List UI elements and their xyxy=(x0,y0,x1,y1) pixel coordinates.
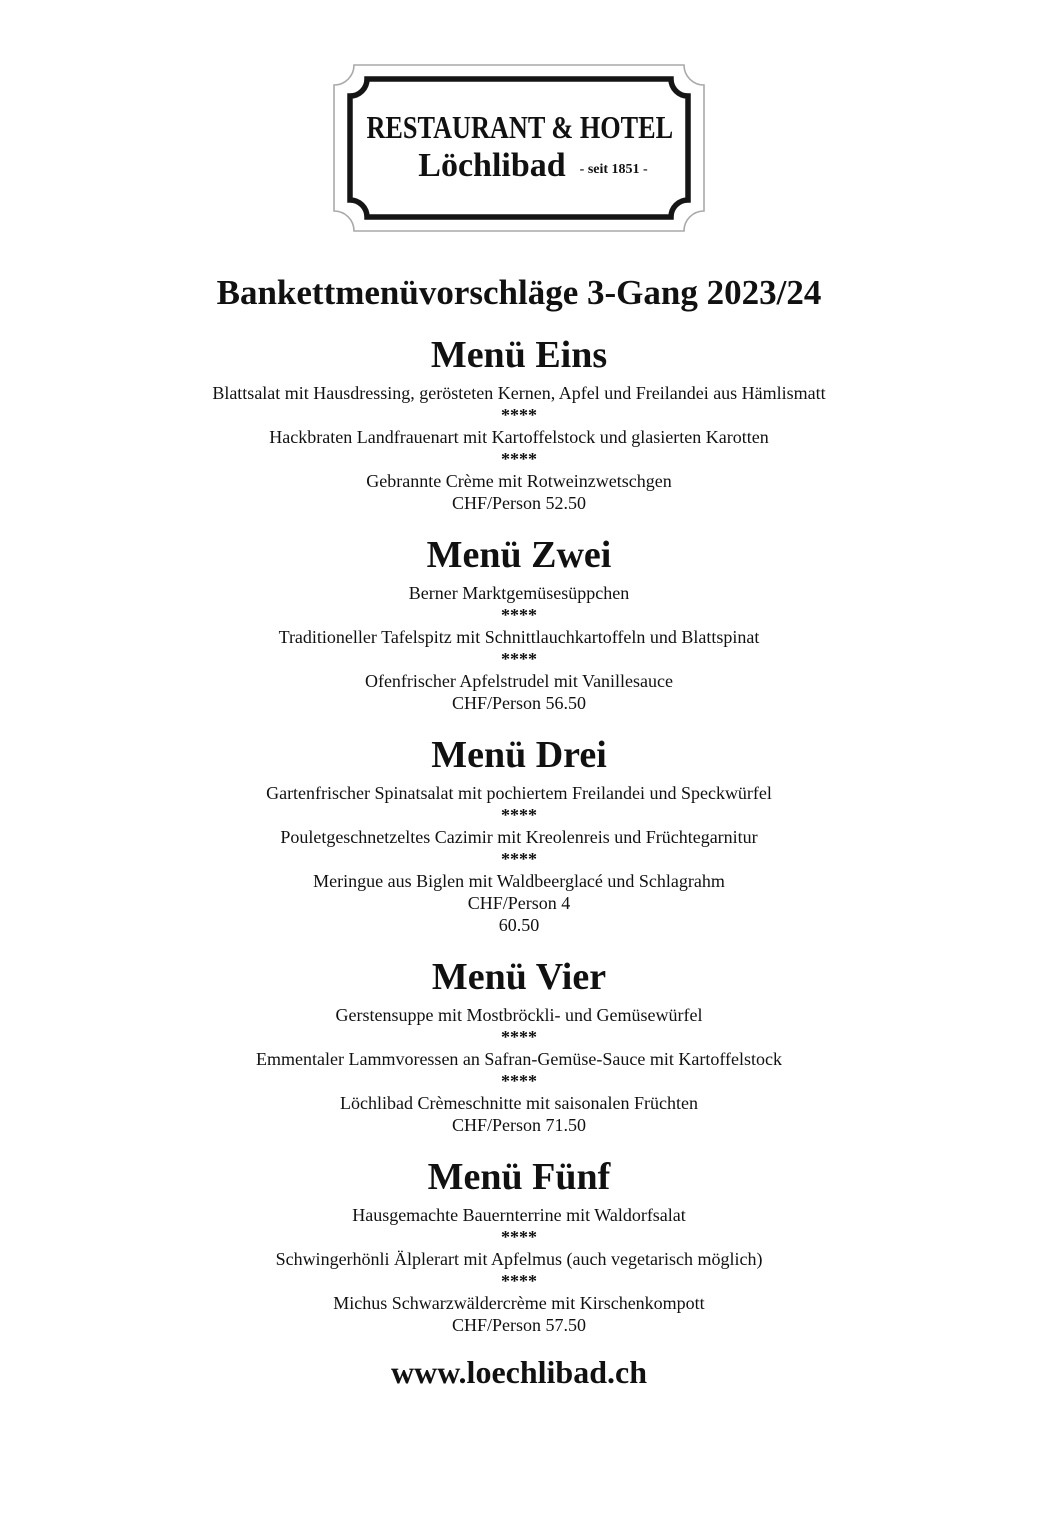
menu-heading: Menü Eins xyxy=(430,334,608,376)
course-separator: **** xyxy=(501,449,537,469)
menu-section-fuenf xyxy=(0,1156,1038,1336)
menu-course: Berner Marktgemüsesüppchen xyxy=(408,583,630,603)
menu-section-vier xyxy=(0,956,1038,1136)
menu-course: Schwingerhönli Älplerart mit Apfelmus (auch vegetarisch möglich) xyxy=(275,1249,763,1269)
price-line: CHF/Person 4 xyxy=(467,893,571,913)
course-separator: **** xyxy=(501,849,537,869)
course-separator: **** xyxy=(501,605,537,625)
menu-section-eins xyxy=(0,334,1038,514)
course-separator: **** xyxy=(501,805,537,825)
logo-name-text: Löchlibad xyxy=(418,147,566,184)
menu-heading: Menü Drei xyxy=(431,734,607,776)
menu-course: Blattsalat mit Hausdressing, gerösteten Kernen, Apfel und Freilandei aus Hämlismatt xyxy=(212,383,826,403)
menu-course: Meringue aus Biglen mit Waldbeerglacé und Schlagrahm xyxy=(313,871,725,891)
logo-name-row xyxy=(347,146,719,186)
course-separator: **** xyxy=(501,1071,537,1091)
banquet-menu-page xyxy=(0,64,1038,1536)
menu-course: Ofenfrischer Apfelstrudel mit Vanillesauce xyxy=(364,671,674,691)
price-line: CHF/Person 71.50 xyxy=(451,1115,586,1135)
course-separator: **** xyxy=(501,1271,537,1291)
menu-section-zwei xyxy=(0,534,1038,714)
price-line: CHF/Person 52.50 xyxy=(451,493,586,513)
course-separator: **** xyxy=(501,1027,537,1047)
course-separator: **** xyxy=(501,405,537,425)
menu-heading: Menü Zwei xyxy=(426,534,612,576)
restaurant-logo xyxy=(333,64,705,232)
menu-course: Pouletgeschnetzeltes Cazimir mit Kreolenreis und Früchtegarnitur xyxy=(280,827,758,847)
course-separator: **** xyxy=(501,649,537,669)
price-line-continued: 60.50 xyxy=(498,915,540,935)
menu-section-drei xyxy=(0,734,1038,936)
menu-heading: Menü Vier xyxy=(431,956,607,998)
menu-course: Michus Schwarzwäldercrème mit Kirschenkompott xyxy=(333,1293,705,1313)
logo-restaurant-hotel-text: RESTAURANT & HOTEL xyxy=(366,109,674,145)
menu-course: Gartenfrischer Spinatsalat mit pochiertem Freilandei und Speckwürfel xyxy=(266,783,772,803)
menu-course: Emmentaler Lammvoressen an Safran-Gemüse-Sauce mit Kartoffelstock xyxy=(256,1049,782,1069)
menu-course: Hackbraten Landfrauenart mit Kartoffelstock und glasierten Karotten xyxy=(269,427,769,447)
page-title: Bankettmenüvorschläge 3-Gang 2023/24 xyxy=(216,273,822,312)
menu-course: Gerstensuppe mit Mostbröckli- und Gemüsewürfel xyxy=(335,1005,703,1025)
logo-since-text: - seit 1851 - xyxy=(579,162,648,177)
menu-heading: Menü Fünf xyxy=(427,1156,611,1198)
menu-course: Hausgemachte Bauernterrine mit Waldorfsalat xyxy=(352,1205,686,1225)
website-url: www.loechlibad.ch xyxy=(390,1354,648,1390)
menu-course: Gebrannte Crème mit Rotweinzwetschgen xyxy=(366,471,672,491)
price-line: CHF/Person 57.50 xyxy=(451,1315,586,1335)
course-separator: **** xyxy=(501,1227,537,1247)
menu-course: Löchlibad Crèmeschnitte mit saisonalen Früchten xyxy=(340,1093,698,1113)
menu-course: Traditioneller Tafelspitz mit Schnittlauchkartoffeln und Blattspinat xyxy=(278,627,760,647)
price-line: CHF/Person 56.50 xyxy=(451,693,586,713)
